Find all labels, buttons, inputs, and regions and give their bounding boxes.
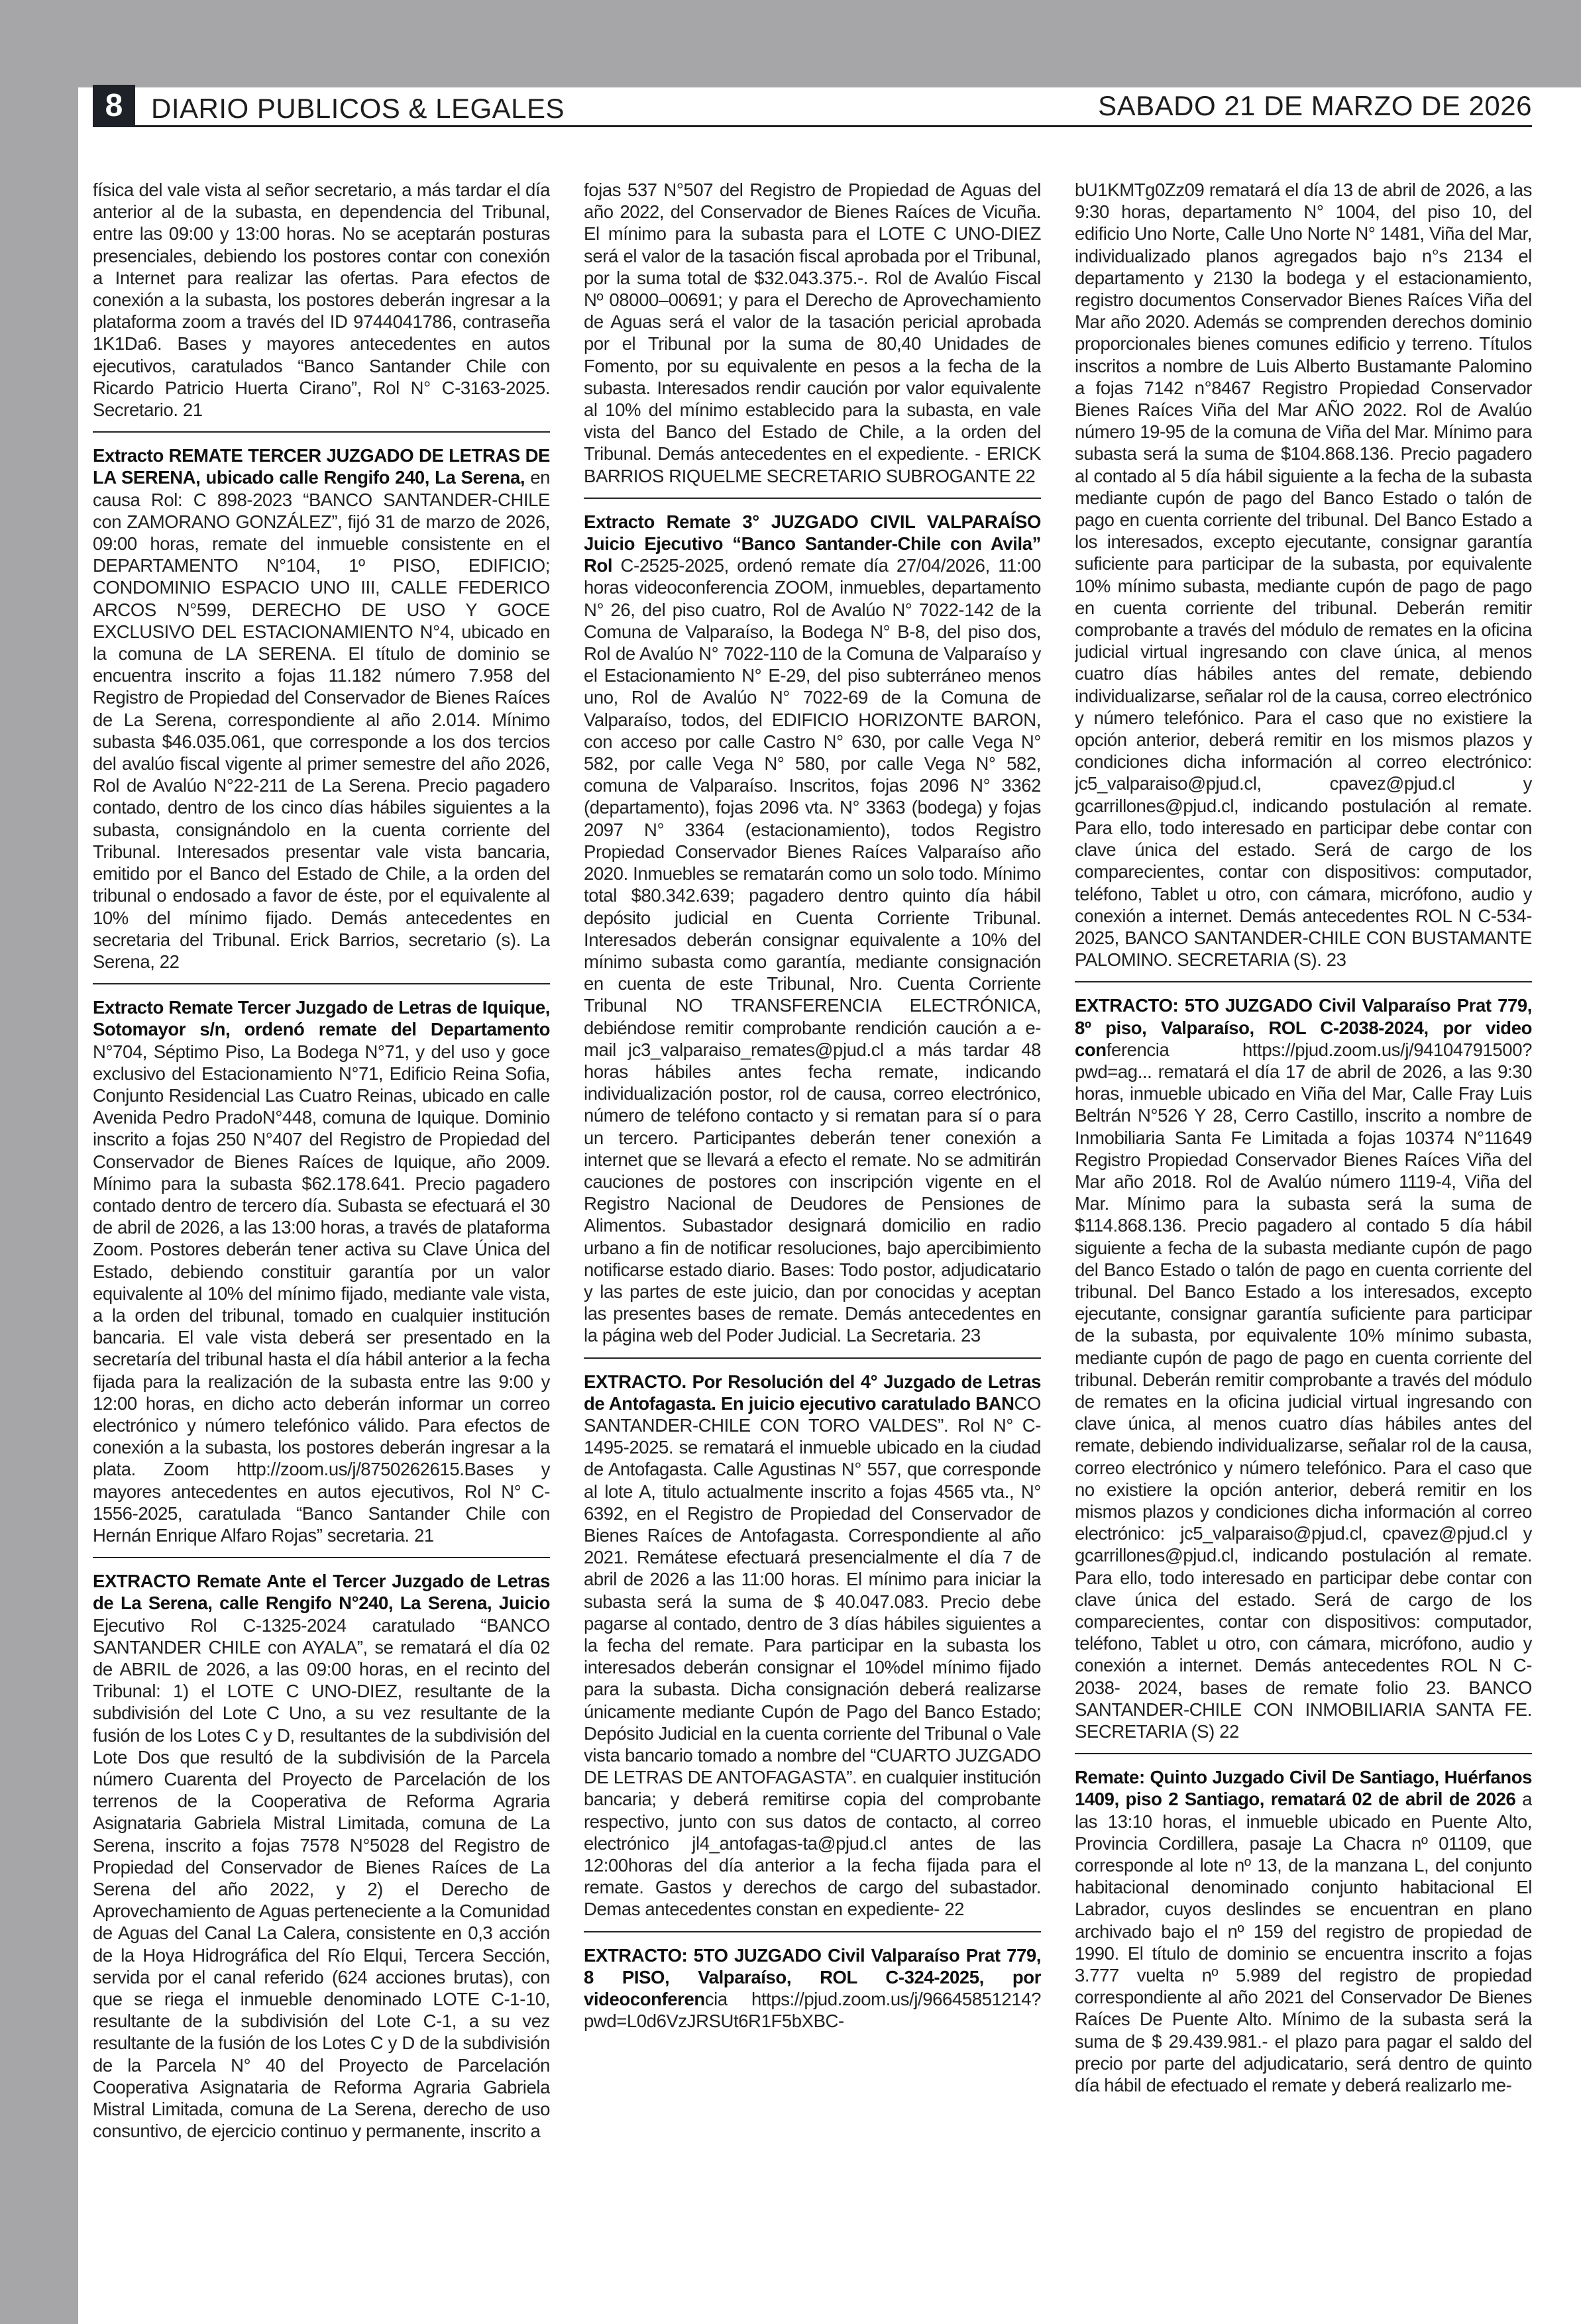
page-number: 8 xyxy=(93,85,135,127)
notice-text: en causa Rol: C 898-2023 “BANCO SANTANDER-CHILE con ZAMORANO GONZÁLEZ”, fijó 31 de marzo de 2026, 09:00 horas, remate del inmueble consistente en el DEPARTAMENTO N°104, 1º PISO, EDIFICIO; CONDOMINIO ESPACIO UNO III, CALLE FEDERICO ARCOS N°599, DERECHO DE USO Y GOCE EXCLUSIVO DEL ESTACIONAMIENTO N°4, ubicado en la comuna de LA SERENA. El título de dominio se encuentra inscrito a fojas 11.182 número 7.958 del Registro de Propiedad del Conservador de Bienes Raíces de La Serena, correspondiente al año 2.014. Mínimo subasta $46.035.061, que corresponde a los dos tercios del avalúo fiscal vigente al primer semestre del año 2026, Rol de Avalúo N°22-211 de La Serena. Precio pagadero contado, dentro de los cinco días hábiles siguientes a la subasta, consignándolo en la cuenta corriente del Tribunal. Interesados presentar vale vista bancaria, emitido por el Banco del Estado de Chile, a la orden del tribunal o endosado a favor de éste, por el equivalente al 10% del mínimo fijado. Demás antecedentes en secretaria del Tribunal. Erick Barrios, secretario (s). La Serena, 22 xyxy=(93,467,550,972)
notice-divider xyxy=(93,431,550,433)
notice xyxy=(584,179,1041,487)
notice-divider xyxy=(1075,981,1532,982)
notice-text: física del vale vista al señor secretario, a más tardar el día anterior al de la subasta, en dependencia del Tribunal, entre las 09:00 y 13:00 horas. No se aceptarán posturas presenciales, debiendo los postores contar con conexión a Internet para realizar las ofertas. Para efectos de conexión a la subasta, los postores deberán ingresar a la plataforma zoom a través del ID 9744041786, contraseña 1K1Da6. Bases y mayores antecedentes en autos ejecutivos, caratulados “Banco Santander Chile con Ricardo Patricio Huerta Cirano”, Rol N° C-3163-2025. Secretario. 21 xyxy=(93,180,550,421)
notice xyxy=(1075,1766,1532,2096)
publication-title: DIARIO PUBLICOS & LEGALES xyxy=(151,93,565,124)
notice xyxy=(584,1944,1041,2033)
notice-divider xyxy=(584,1357,1041,1359)
notice-heading: Remate: Quinto Juzgado Civil De Santiago, Huérfanos 1409, piso 2 Santiago, rematará 02 de abril de 2026 xyxy=(1075,1767,1532,1810)
notice-text: fojas 537 N°507 del Registro de Propiedad de Aguas del año 2022, del Conservador de Bienes Raíces de Vicuña. El mínimo para la subasta para el LOTE C UNO-DIEZ será el valor de la tasación fiscal aprobada por el Tribunal, por la suma total de $32.043.375.-. Rol de Avalúo Fiscal Nº 08000–00691; y para el Derecho de Aprovechamiento de Aguas será el valor de la tasación pericial aprobada por el Tribunal por la suma de 80,40 Unidades de Fomento, por su equivalente en pesos a la fecha de la subasta. Interesados rendir caución por valor equivalente al 10% del mínimo establecido para la subasta, en vale vista del Banco del Estado de Chile, a la orden del Tribunal. Demás antecedentes en el expediente. - ERICK BARRIOS RIQUELME SECRETARIO SUBROGANTE 22 xyxy=(584,180,1041,486)
notice xyxy=(93,179,550,421)
notice-divider xyxy=(1075,1753,1532,1754)
notice-text: bU1KMTg0Zz09 rematará el día 13 de abril de 2026, a las 9:30 horas, departamento N° 1004, del piso 10, del edificio Uno Norte, Calle Uno Norte N° 1481, Viña del Mar, individualizado planos agregados bajo n°s 2134 el departamento y 2130 la bodega y el estacionamiento, registro documentos Conservador Bienes Raíces Viña del Mar año 2020. Además se comprenden derechos dominio proporcionales bienes comunes edificio y terreno. Títulos inscritos a nombre de Luis Alberto Bustamante Palomino a fojas 7142 n°8467 Registro Propiedad Conservador Bienes Raíces Viña del Mar AÑO 2022. Rol de Avalúo número 19-95 de la comuna de Viña del Mar. Mínimo para subasta será la suma de $104.868.136. Precio pagadero al contado al 5 día hábil siguiente a la fecha de la subasta mediante cupón de pago del Banco Estado o talón de pago en cuenta corriente del tribunal. Del Banco Estado a los interesados, excepto ejecutante, consignar garantía suficiente para participar de la subasta, por equivalente 10% mínimo subasta, mediante cupón de pago de pago en cuenta corriente del tribunal. Deberán remitir comprobante a través del módulo de remates en la oficina judicial virtual ingresando con clave única, al menos cuatro días hábiles antes del remate, debiendo individualizarse, señalar rol de la causa, correo electrónico y número telefónico. Para el caso que no existiere la opción anterior, deberá remitir en los mismos plazos y condiciones dicha información al correo electrónico: jc5_valparaiso@pjud.cl, cpavez@pjud.cl y gcarrillones@pjud.cl, indicando postulación al remate. Para ello, todo interesado en participar debe contar con clave única del estado. Será de cargo de los comparecientes, contar con dispositivos: computador, teléfono, Tablet u otro, con cámara, micrófono, audio y conexión a internet. Demás antecedentes ROL N C-534-2025, BANCO SANTANDER-CHILE CON BUSTAMANTE PALOMINO. SECRETARIA (S). 23 xyxy=(1075,180,1532,971)
publication-date: SABADO 21 DE MARZO DE 2026 xyxy=(1098,90,1532,121)
page-header xyxy=(93,85,1532,127)
notice xyxy=(584,1371,1041,1921)
notice-divider xyxy=(93,1557,550,1558)
notice-heading: EXTRACTO: 5TO JUZGADO Civil Valparaíso Prat 779, 8 PISO, Valparaíso, ROL C-324-2025, por videoconferen xyxy=(584,1944,1041,2010)
notice xyxy=(584,511,1041,1347)
notice-divider xyxy=(584,1931,1041,1932)
notice xyxy=(93,996,550,1546)
notice-text: Ejecutivo Rol C-1325-2024 caratulado “BANCO SANTANDER CHILE con AYALA”, se rematará el día 02 de ABRIL de 2026, a las 09:00 horas, en el recinto del Tribunal: 1) el LOTE C UNO-DIEZ, resultante de la subdivisión del Lote C Uno, a su vez resultante de la fusión de los Lotes C y D, resultantes de la subdivisión del Lote Dos que resultó de la subdivisión de la Parcela número Cuarenta del Proyecto de Parcelación de los terrenos de la Cooperativa de Reforma Agraria Asignataria Gabriela Mistral Limitada, comuna de La Serena, inscrito a fojas 7578 N°5028 del Registro de Propiedad del Conservador de Bienes Raíces de La Serena del año 2022, y 2) el Derecho de Aprovechamiento de Aguas perteneciente a la Comunidad de Aguas del Canal La Calera, consistente en 0,3 acción de la Hoya Hidrográfica del Río Elqui, Tercera Sección, servida por el canal referido (624 acciones brutas), con que se riega el inmueble denominado LOTE C-1-10, resultante de la subdivisión del Lote C-1, a su vez resultante de la fusión de los Lotes C y D de la subdivisión de la Parcela N° 40 del Proyecto de Parcelación Cooperativa Asignataria de Reforma Agraria Gabriela Mistral Limitada, comuna de La Serena, derecho de uso consuntivo, de ejercicio continuo y permanente, inscrito a xyxy=(93,1614,550,2142)
notice-text: CO SANTANDER-CHILE CON TORO VALDES”. Rol N° C-1495-2025. se rematará el inmueble ubicado en la ciudad de Antofagasta. Calle Agustinas N° 557, que corresponde al lote A, titulo actualmente inscrito a fojas 4565 vta., N° 6392, en el Registro de Propiedad del Conservador de Bienes Raíces de Antofagasta. Correspondiente al año 2021. Remátese efectuará presencialmente el día 7 de abril de 2026 a las 11:00 horas. El mínimo para iniciar la subasta será la suma de $ 40.047.083. Precio debe pagarse al contado, dentro de 3 días hábiles siguientes a la fecha del remate. Para participar en la subasta los interesados deberán consignar el 10%del mínimo fijado para la subasta. Dicha consignación deberá realizarse únicamente mediante Cupón de Pago del Banco Estado; Depósito Judicial en la cuenta corriente del Tribunal o Vale vista bancario tomado a nombre del “CUARTO JUZGADO DE LETRAS DE ANTOFAGASTA”. en cualquier institución bancaria; y deberá remitirse copia del comprobante respectivo, junto con sus datos de contacto, al correo electrónico jl4_antofagas-ta@pjud.cl antes de las 12:00horas del día anterior a la fecha fijada para el remate. Gastos y derechos de cargo del subastador. Demas antecedentes constan en expediente- 22 xyxy=(584,1393,1041,1920)
notice-heading: Extracto Remate 3° JUZGADO CIVIL VALPARAÍSO Juicio Ejecutivo “Banco Santander-Chile con Avila” Rol xyxy=(584,511,1041,576)
notice-text: cia https://pjud.zoom.us/j/96645851214?pwd=L0d6VzJRSUt6R1F5bXBC- xyxy=(584,1989,1041,2032)
column-2 xyxy=(584,179,1041,2286)
column-1 xyxy=(93,179,550,2286)
notice-heading: Extracto REMATE TERCER JUZGADO DE LETRAS DE LA SERENA, ubicado calle Rengifo 240, La Serena, xyxy=(93,445,550,488)
header-rule xyxy=(135,125,1532,127)
column-3 xyxy=(1075,179,1532,2286)
notice xyxy=(93,445,550,973)
notice xyxy=(1075,179,1532,971)
columns xyxy=(93,179,1532,2286)
notice-heading: EXTRACTO: 5TO JUZGADO Civil Valparaíso Prat 779, 8º piso, Valparaíso, ROL C-2038-2024, por video con xyxy=(1075,995,1532,1060)
notice-heading: EXTRACTO Remate Ante el Tercer Juzgado de Letras de La Serena, calle Rengifo N°240, La Serena, Juicio xyxy=(93,1571,550,1614)
notice-divider xyxy=(584,498,1041,499)
notice-text: a las 13:10 horas, el inmueble ubicado en Puente Alto, Provincia Cordillera, pasaje La Chacra nº 01109, que corresponde al lote nº 13, de la manzana L, del conjunto habitacional denominado conjunto habitacional El Labrador, cuyos deslindes se encuentran en plano archivado bajo el nº 159 del registro de propiedad de 1990. El título de dominio se encuentra inscrito a fojas 3.777 vuelta nº 5.989 del registro de propiedad correspondiente al año 2021 del Conservador De Bienes Raíces De Puente Alto. Mínimo de la subasta será la suma de $ 29.439.981.- el plazo para pagar el saldo del precio por parte del adjudicatario, será dentro de quinto día hábil de efectuado el remate y deberá realizarlo me- xyxy=(1075,1789,1532,2096)
notice-heading: Extracto Remate Tercer Juzgado de Letras de Iquique, Sotomayor s/n, ordenó remate del Departamento xyxy=(93,997,550,1040)
notice xyxy=(93,1570,550,2142)
notice-divider xyxy=(93,983,550,984)
notice-text: N°704, Séptimo Piso, La Bodega N°71, y del uso y goce exclusivo del Estacionamiento N°71, Edificio Reina Sofia, Conjunto Residencial Las Cuatro Reinas, ubicado en calle Avenida Pedro PradoN°448, comuna de Iquique. Dominio inscrito a fojas 250 N°407 del Registro de Propiedad del Conservador de Bienes Raíces de Iquique, año 2009. Mínimo para la subasta $62.178.641. Precio pagadero contado dentro de tercero día. Subasta se efectuará el 30 de abril de 2026, a las 13:00 horas, a través de plataforma Zoom. Postores deberán tener activa su Clave Única del Estado, debiendo constituir garantía por un valor equivalente al 10% del mínimo fijado, mediante vale vista, a la orden del tribunal, tomado en cualquier institución bancaria. El vale vista deberá ser presentado en la secretaría del tribunal hasta el día hábil anterior a la fecha fijada para la realización de la subasta entre las 9:00 y 12:00 horas, en dicho acto deberán informar un correo electrónico y número telefónico válido. Para efectos de conexión a la subasta, los postores deberán ingresar a la plata. Zoom http://zoom.us/j/8750262615.Bases y mayores antecedentes en autos ejecutivos, Rol N° C-1556-2025, caratulada “Banco Santander Chile con Hernán Enrique Alfaro Rojas” secretaria. 21 xyxy=(93,1041,550,1546)
notice-text: C-2525-2025, ordenó remate día 27/04/2026, 11:00 horas videoconferencia ZOOM, inmuebles, departamento N° 26, del piso cuatro, Rol de Avalúo N° 7022-142 de la Comuna de Valparaíso, la Bodega N° B-8, del piso dos, Rol de Avalúo N° 7022-110 de la Comuna de Valparaíso y el Estacionamiento N° E-29, del piso subterráneo menos uno, Rol de Avalúo N° 7022-69 de la Comuna de Valparaíso, todos, del EDIFICIO HORIZONTE BARON, con acceso por calle Castro N° 630, por calle Vega N° 582, por calle Vega N° 580, por calle Vega N° 582, comuna de Valparaíso. Inscritos, fojas 2096 N° 3362 (departamento), fojas 2096 vta. N° 3363 (bodega) y fojas 2097 N° 3364 (estacionamiento), todos Registro Propiedad Conservador Bienes Raíces Valparaíso año 2020. Inmuebles se rematarán como un solo todo. Mínimo total $80.342.639; pagadero dentro quinto día hábil depósito judicial en Cuenta Corriente Tribunal. Interesados deberán consignar equivalente a 10% del mínimo subasta como garantía, mediante consignación en cuenta de este Tribunal, Nro. Cuenta Corriente Tribunal NO TRANSFERENCIA ELECTRÓNICA, debiéndose remitir comprobante rendición caución a e-mail jc3_valparaiso_remates@pjud.cl a más tardar 48 horas hábiles antes fecha remate, indicando individualización postor, rol de causa, correo electrónico, número de teléfono contacto y si rematan para sí o para un tercero. Participantes deberán tener conexión a internet que se llevará a efecto el remate. No se admitirán cauciones de postores con inscripción vigente en el Registro Nacional de Deudores de Pensiones de Alimentos. Subastador designará domicilio en radio urbano a fin de notificar resoluciones, bajo apercibimiento notificarse estado diario. Bases: Todo postor, adjudicatario y las partes de este juicio, dan por conocidas y aceptan las presentes bases de remate. Demás antecedentes en la página web del Poder Judicial. La Secretaria. 23 xyxy=(584,555,1041,1346)
notice-text: ferencia https://pjud.zoom.us/j/94104791500?pwd=ag... rematará el día 17 de abril de 2026, a las 9:30 horas, inmueble ubicado en Viña del Mar, Calle Fray Luis Beltrán N°526 Y 28, Cerro Castillo, inscrito a nombre de Inmobiliaria Santa Fe Limitada a fojas 10374 N°11649 Registro Propiedad Conservador Bienes Raíces Viña del Mar año 2018. Rol de Avalúo número 1119-4, Viña del Mar. Mínimo para la subasta será la suma de $114.868.136. Precio pagadero al contado 5 día hábil siguiente a fecha de la subasta mediante cupón de pago del Banco Estado o talón de pago en cuenta corriente del tribunal. Del Banco Estado a los interesados, excepto ejecutante, consignar garantía suficiente para participar de la subasta, por equivalente 10% mínimo subasta, mediante cupón de pago de pago en cuenta corriente del tribunal. Deberán remitir comprobante a través del módulo de remates en la oficina judicial virtual ingresando con clave única, al menos cuatro días hábiles antes del remate, debiendo individualizarse, señalar rol de la causa, correo electrónico y número telefónico. Para el caso que no existiere la opción anterior, deberá remitir en los mismos plazos y condiciones dicha información al correo electrónico: jc5_valparaiso@pjud.cl, cpavez@pjud.cl y gcarrillones@pjud.cl, indicando postulación al remate. Para ello, todo interesado en participar debe contar con clave única del estado. Será de cargo de los comparecientes, contar con dispositivos: computador, teléfono, Tablet u otro, con cámara, micrófono, audio y conexión a internet. Demás antecedentes ROL N C- 2038- 2024, bases de remate folio 23. BANCO SANTANDER-CHILE CON INMOBILIARIA SANTA FE. SECRETARIA (S) 22 xyxy=(1075,1039,1532,1742)
notice xyxy=(1075,994,1532,1742)
notice-heading: EXTRACTO. Por Resolución del 4° Juzgado de Letras de Antofagasta. En juicio ejecutivo caratulado BAN xyxy=(584,1371,1041,1414)
